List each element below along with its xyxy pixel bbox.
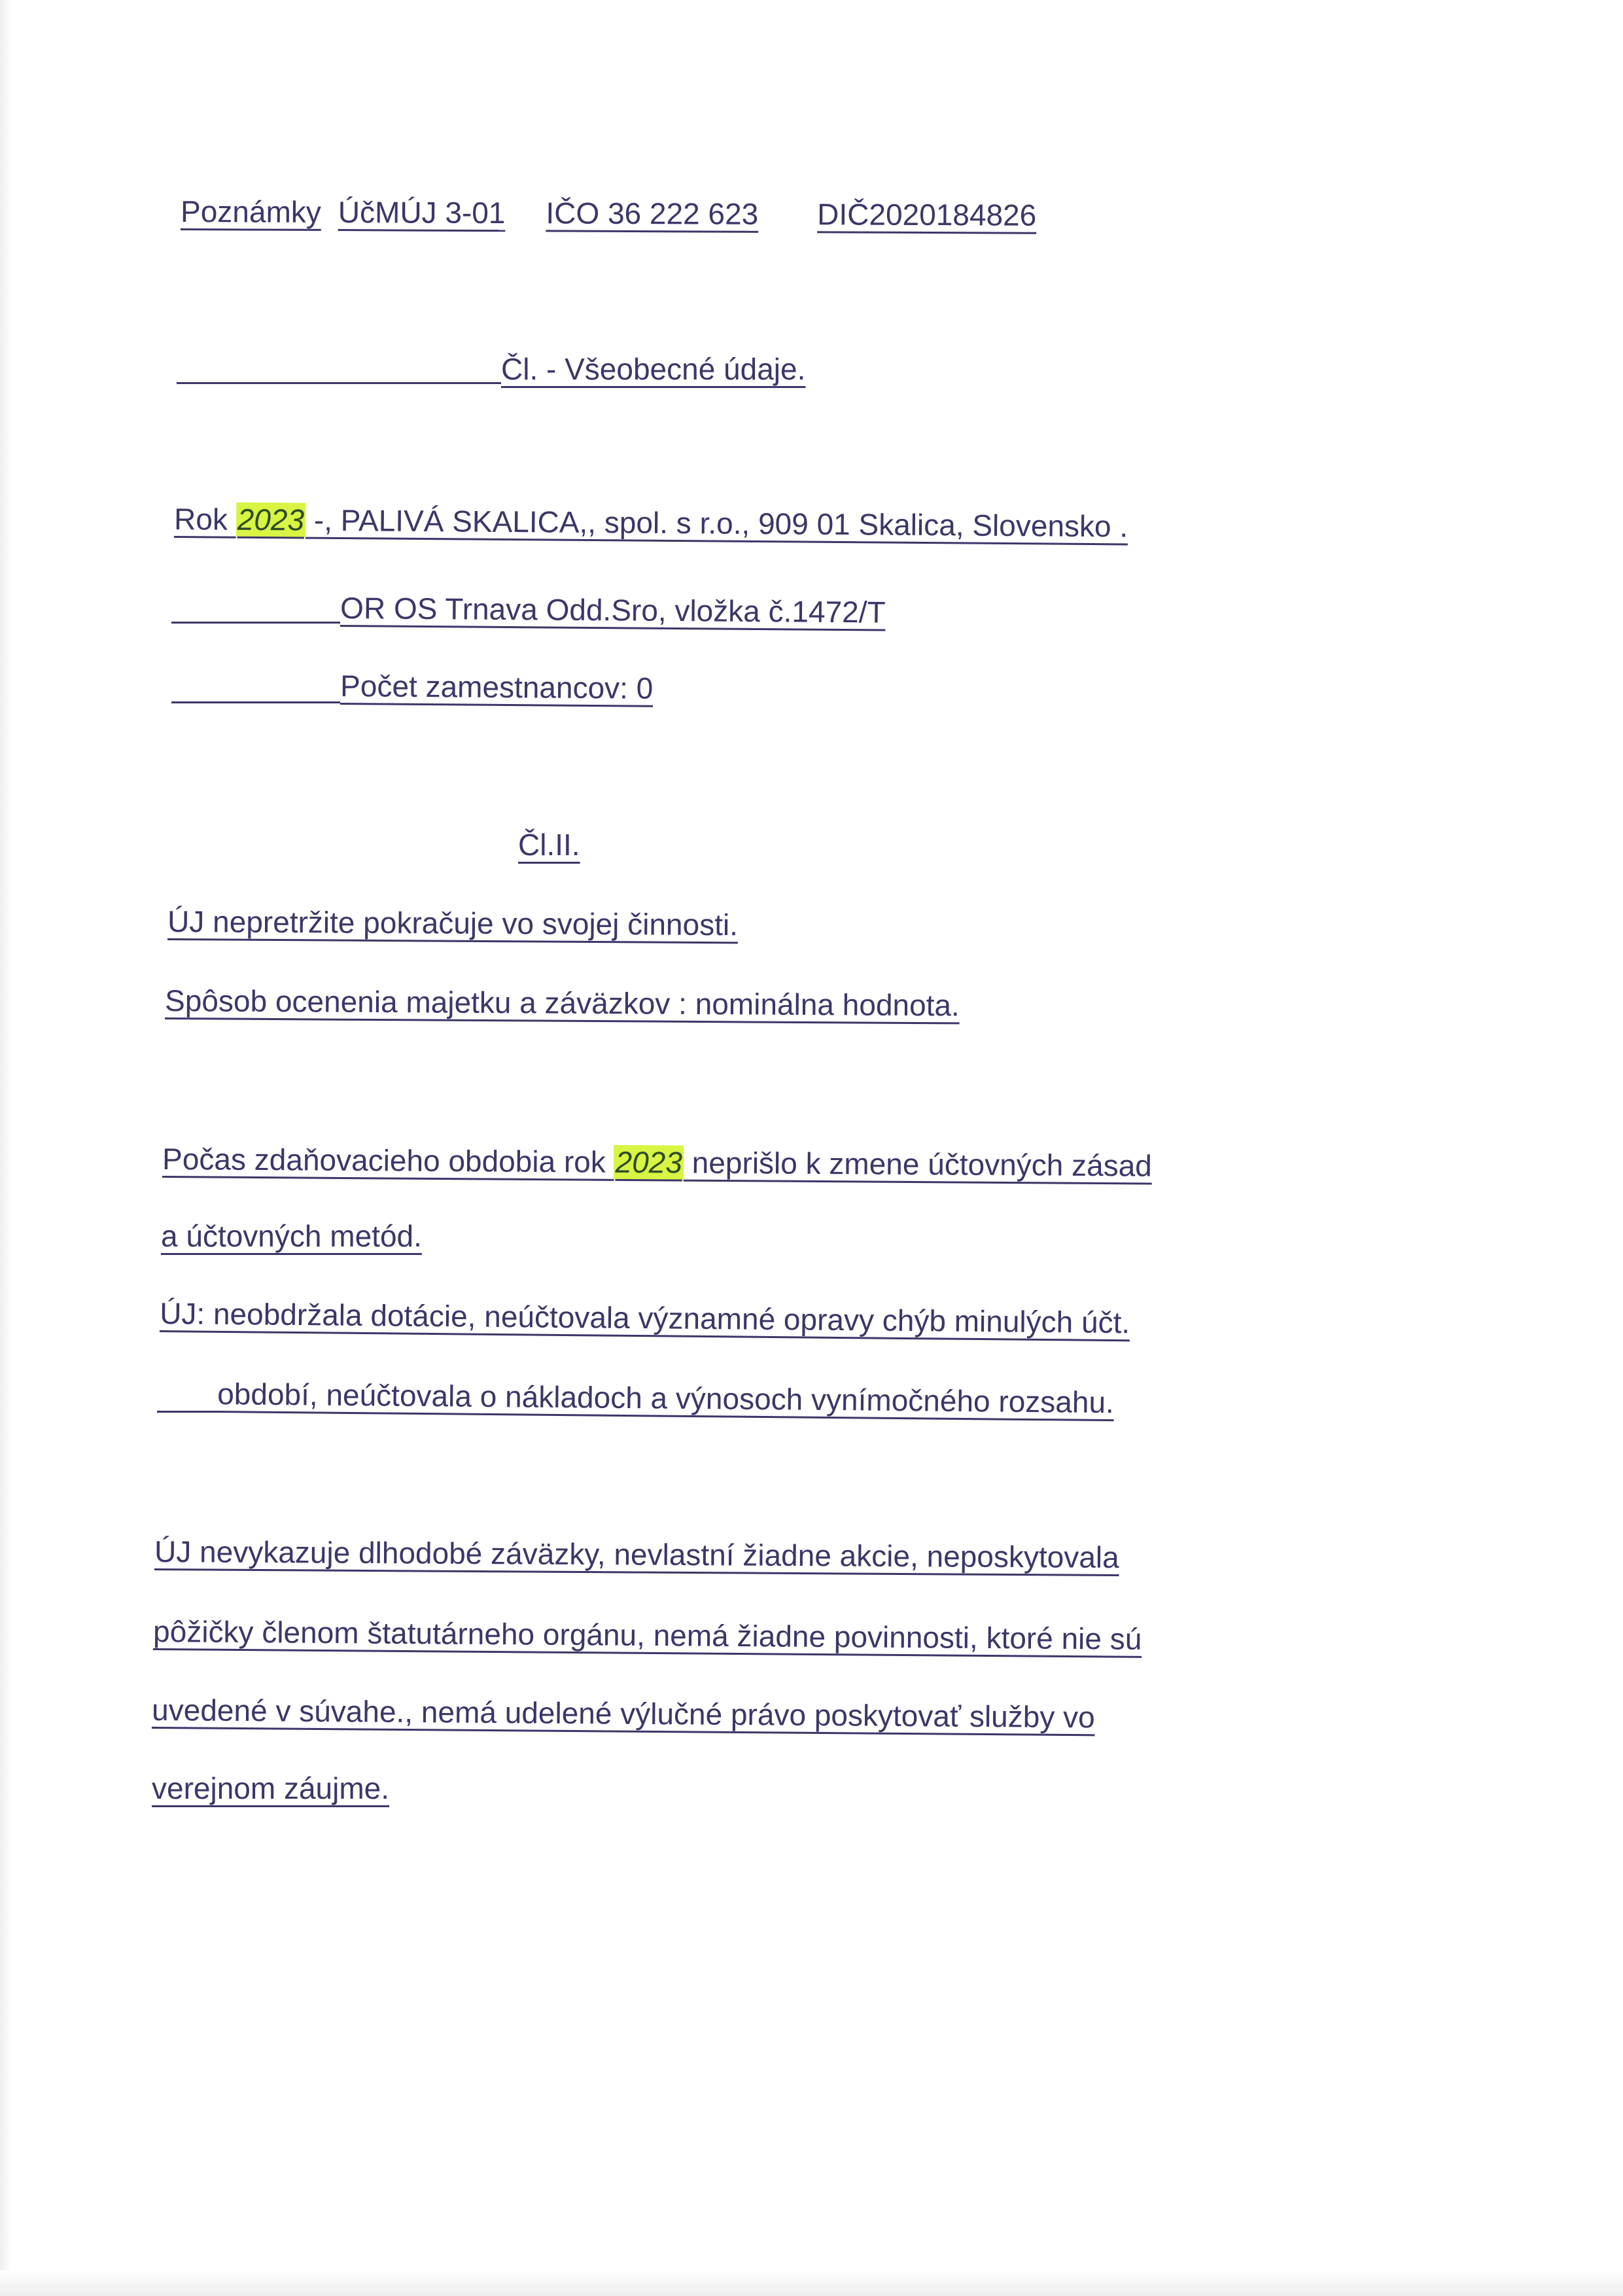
period-line: období, neúčtovala o nákladoch a výnosoch vynímočného rozsahu. (217, 1377, 1115, 1420)
change-text-a: Počas zdaňovacieho obdobia rok (162, 1142, 614, 1179)
section-2-heading: Čl.II. (518, 828, 580, 862)
period-rule (157, 1411, 217, 1413)
year-label: Rok (173, 502, 236, 537)
register-rule (171, 622, 340, 624)
employees-rule (171, 701, 340, 703)
section-1-heading: Čl. - Všeobecné údaje. (501, 352, 806, 386)
scan-bottom-edge (0, 2270, 1623, 2296)
balance-line: uvedené v súvahe., nemá udelené výlučné právo poskytovať služby vo (151, 1693, 1095, 1735)
change-year-highlight: 2023 (615, 1144, 683, 1180)
section-1-rule (177, 382, 501, 384)
liabilities-line: ÚJ nevykazuje dlhodobé záväzky, nevlastní žiadne akcie, neposkytovala (154, 1534, 1119, 1575)
company-name: -, PALIVÁ SKALICA,, spol. s r.o., 909 01 Skalica, Slovensko . (305, 503, 1128, 544)
header-line (181, 196, 1036, 230)
loans-line: pôžičky členom štatutárneho orgánu, nemá žiadne povinnosti, ktoré nie sú (152, 1614, 1142, 1656)
change-text-b: neprišlo k zmene účtovných zásad (683, 1145, 1153, 1183)
header-dic: DIČ2020184826 (817, 197, 1037, 232)
methods-line: a účtovných metód. (161, 1219, 422, 1253)
public-interest-line: verejnom záujme. (152, 1771, 390, 1805)
subsidies-line: ÚJ: neobdržala dotácie, neúčtovala významné opravy chýb minulých účt. (159, 1296, 1130, 1340)
year-highlight: 2023 (237, 502, 305, 537)
header-ico: IČO 36 222 623 (546, 196, 759, 231)
header-label: Poznámky (180, 194, 321, 229)
change-line (162, 1144, 1152, 1181)
company-line (173, 502, 1128, 544)
scan-edge (0, 0, 12, 2296)
continuity-line: ÚJ nepretržite pokračuje vo svojej činnosti. (167, 904, 739, 942)
employees-line: Počet zamestnancov: 0 (340, 669, 654, 705)
register-line: OR OS Trnava Odd.Sro, vložka č.1472/T (340, 591, 886, 629)
valuation-line: Spôsob ocenenia majetku a záväzkov : nominálna hodnota. (164, 983, 960, 1023)
header-form: ÚčMÚJ 3-01 (338, 195, 506, 230)
